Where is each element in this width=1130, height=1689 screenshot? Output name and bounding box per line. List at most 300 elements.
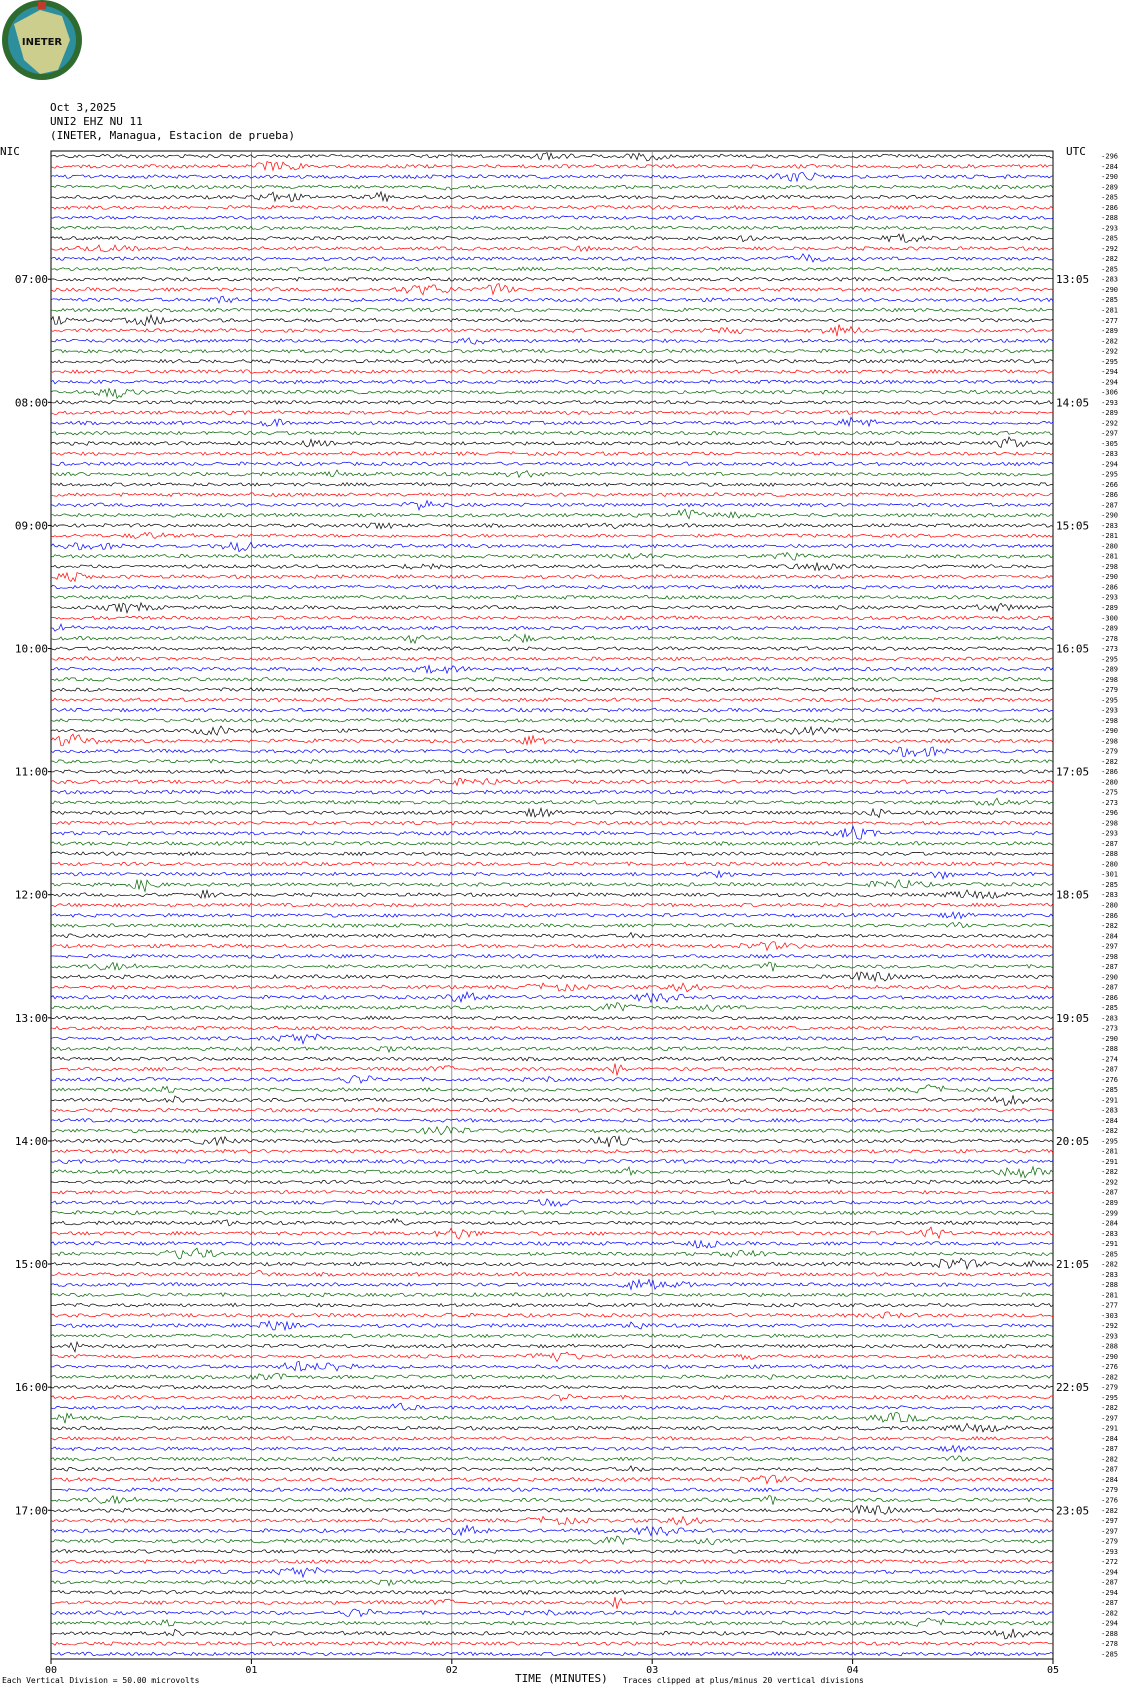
trace-offset-label: -293 xyxy=(1101,829,1118,838)
trace-offset-label: -283 xyxy=(1101,1270,1118,1279)
trace-offset-label: -292 xyxy=(1101,1322,1118,1331)
trace-row xyxy=(51,933,1053,938)
trace-row xyxy=(51,1119,1053,1123)
trace-row xyxy=(51,1525,1053,1535)
trace-offset-label: -285 xyxy=(1101,1650,1118,1659)
right-time-label: 20:05 xyxy=(1056,1134,1090,1148)
trace-row xyxy=(51,1270,1053,1276)
trace-row xyxy=(51,983,1053,992)
trace-offset-label: -292 xyxy=(1101,347,1118,356)
trace-offset-label: -289 xyxy=(1101,665,1118,674)
trace-offset-label: -282 xyxy=(1101,1609,1118,1618)
trace-row xyxy=(51,1475,1053,1484)
trace-offset-label: -283 xyxy=(1101,1229,1118,1238)
trace-row xyxy=(51,747,1053,757)
trace-offset-label: -283 xyxy=(1101,1106,1118,1115)
trace-offset-label: -281 xyxy=(1101,552,1118,561)
left-time-label: 09:00 xyxy=(14,519,48,533)
trace-offset-label: -290 xyxy=(1101,511,1118,520)
trace-row xyxy=(51,1394,1053,1401)
trace-offset-label: -278 xyxy=(1101,1640,1118,1649)
trace-offset-label: -287 xyxy=(1101,1599,1118,1608)
trace-offset-label: -279 xyxy=(1101,686,1118,695)
trace-offset-label: -273 xyxy=(1101,645,1118,654)
trace-row xyxy=(51,808,1053,817)
right-time-label: 13:05 xyxy=(1056,273,1090,287)
trace-row xyxy=(51,1413,1053,1424)
trace-offset-label: -295 xyxy=(1101,357,1118,366)
trace-offset-label: -287 xyxy=(1101,963,1118,972)
trace-row xyxy=(51,871,1053,879)
trace-row xyxy=(51,1108,1053,1112)
trace-offset-label: -297 xyxy=(1101,429,1118,438)
trace-offset-label: -285 xyxy=(1101,296,1118,305)
trace-row xyxy=(51,1085,1053,1093)
trace-offset-label: -282 xyxy=(1101,757,1118,766)
trace-offset-label: -293 xyxy=(1101,706,1118,715)
trace-offset-label: -290 xyxy=(1101,973,1118,982)
trace-offset-label: -293 xyxy=(1101,593,1118,602)
trace-offset-label: -279 xyxy=(1101,1383,1118,1392)
trace-row xyxy=(51,1466,1053,1471)
trace-row xyxy=(51,734,1053,746)
trace-row xyxy=(51,821,1053,825)
trace-offset-label: -266 xyxy=(1101,480,1118,489)
trace-row xyxy=(51,903,1053,907)
trace-offset-label: -296 xyxy=(1101,152,1118,161)
trace-row xyxy=(51,972,1053,981)
trace-offset-label: -292 xyxy=(1101,419,1118,428)
trace-offset-label: -281 xyxy=(1101,1291,1118,1300)
trace-row xyxy=(51,1095,1053,1105)
trace-row xyxy=(51,595,1053,599)
trace-offset-label: -290 xyxy=(1101,1034,1118,1043)
trace-row xyxy=(51,1446,1053,1453)
x-tick-label: 01 xyxy=(245,1665,258,1676)
trace-offset-label: -288 xyxy=(1101,850,1118,859)
trace-offset-label: -288 xyxy=(1101,1629,1118,1638)
x-tick-label: 05 xyxy=(1046,1665,1060,1676)
trace-row xyxy=(51,770,1053,774)
trace-offset-label: -286 xyxy=(1101,911,1118,920)
trace-row xyxy=(51,1618,1053,1626)
trace-offset-label: -285 xyxy=(1101,265,1118,274)
trace-offset-label: -277 xyxy=(1101,1301,1118,1310)
trace-offset-label: -300 xyxy=(1101,614,1118,623)
trace-offset-label: -282 xyxy=(1101,1127,1118,1136)
trace-offset-label: -282 xyxy=(1101,1506,1118,1515)
trace-offset-label: -284 xyxy=(1101,1116,1118,1125)
trace-row xyxy=(51,1609,1053,1617)
trace-offset-label: -272 xyxy=(1101,1558,1118,1567)
trace-row xyxy=(51,1136,1053,1147)
trace-offset-label: -296 xyxy=(1101,809,1118,818)
trace-offset-label: -290 xyxy=(1101,1352,1118,1361)
trace-row xyxy=(51,1580,1053,1586)
trace-row xyxy=(51,1567,1053,1577)
trace-offset-label: -298 xyxy=(1101,675,1118,684)
trace-offset-label: -277 xyxy=(1101,316,1118,325)
trace-row xyxy=(51,1160,1053,1164)
trace-row xyxy=(51,1642,1053,1646)
trace-row xyxy=(51,267,1053,271)
trace-row xyxy=(51,912,1053,919)
trace-offset-label: -294 xyxy=(1101,1619,1118,1628)
right-time-label: 21:05 xyxy=(1056,1258,1090,1272)
trace-row xyxy=(51,338,1053,344)
trace-row xyxy=(51,388,1053,398)
right-zone-label: UTC xyxy=(1066,145,1086,158)
trace-row xyxy=(51,603,1053,613)
trace-row xyxy=(51,1456,1053,1462)
trace-offset-label: -285 xyxy=(1101,880,1118,889)
trace-row xyxy=(51,657,1053,661)
trace-offset-label: -294 xyxy=(1101,460,1118,469)
trace-row xyxy=(51,862,1053,866)
trace-row xyxy=(51,1016,1053,1020)
trace-row xyxy=(51,254,1053,262)
trace-offset-label: -276 xyxy=(1101,1363,1118,1372)
clip-note: Traces clipped at plus/minus 20 vertical divisions xyxy=(623,1676,864,1685)
trace-offset-label: -287 xyxy=(1101,1465,1118,1474)
trace-offset-label: -285 xyxy=(1101,234,1118,243)
trace-offset-label: -275 xyxy=(1101,788,1118,797)
left-time-label: 15:00 xyxy=(14,1258,48,1272)
left-time-label: 12:00 xyxy=(14,888,48,902)
left-time-label: 16:00 xyxy=(14,1381,48,1395)
trace-row xyxy=(51,192,1053,202)
trace-offset-label: -298 xyxy=(1101,562,1118,571)
trace-row xyxy=(51,1516,1053,1525)
trace-offset-label: -289 xyxy=(1101,624,1118,633)
trace-row xyxy=(51,437,1053,447)
header-station: UNI2 EHZ NU 11 xyxy=(50,115,143,128)
trace-row xyxy=(51,553,1053,561)
trace-offset-label: -283 xyxy=(1101,521,1118,530)
trace-row xyxy=(51,942,1053,951)
trace-row xyxy=(51,726,1053,735)
trace-offset-label: -282 xyxy=(1101,1404,1118,1413)
trace-offset-label: -292 xyxy=(1101,244,1118,253)
trace-row xyxy=(51,624,1053,631)
trace-offset-label: -290 xyxy=(1101,173,1118,182)
trace-offset-label: -286 xyxy=(1101,491,1118,500)
trace-row xyxy=(51,1423,1053,1432)
trace-row xyxy=(51,1227,1053,1239)
trace-offset-label: -297 xyxy=(1101,1414,1118,1423)
trace-offset-label: -284 xyxy=(1101,1434,1118,1443)
trace-row xyxy=(51,216,1053,220)
right-time-label: 18:05 xyxy=(1056,888,1090,902)
left-time-label: 11:00 xyxy=(14,765,48,779)
x-axis-title: TIME (MINUTES) xyxy=(515,1672,608,1685)
trace-offset-label: -274 xyxy=(1101,1055,1118,1064)
trace-offset-label: -288 xyxy=(1101,1281,1118,1290)
trace-row xyxy=(51,1560,1053,1564)
trace-offset-label: -293 xyxy=(1101,1547,1118,1556)
trace-offset-label: -292 xyxy=(1101,1178,1118,1187)
logo-text: INETER xyxy=(21,37,63,48)
x-tick-label: 00 xyxy=(44,1665,58,1676)
trace-row xyxy=(51,1321,1053,1330)
trace-row xyxy=(51,1076,1053,1084)
trace-row xyxy=(51,1652,1053,1656)
trace-offset-label: -297 xyxy=(1101,1517,1118,1526)
trace-offset-label: -281 xyxy=(1101,532,1118,541)
left-time-label: 14:00 xyxy=(14,1134,48,1148)
trace-row xyxy=(51,1496,1053,1505)
trace-row xyxy=(51,401,1053,405)
trace-row xyxy=(51,852,1053,856)
trace-offset-label: -297 xyxy=(1101,1527,1118,1536)
trace-offset-label: -287 xyxy=(1101,1065,1118,1074)
trace-row xyxy=(51,1003,1053,1012)
trace-offset-label: -286 xyxy=(1101,768,1118,777)
trace-offset-label: -295 xyxy=(1101,1393,1118,1402)
trace-offset-label: -298 xyxy=(1101,952,1118,961)
trace-offset-label: -280 xyxy=(1101,901,1118,910)
trace-offset-label: -285 xyxy=(1101,193,1118,202)
trace-row xyxy=(51,1403,1053,1410)
left-time-label: 13:00 xyxy=(14,1011,48,1025)
trace-row xyxy=(51,411,1053,415)
trace-row xyxy=(51,533,1053,539)
trace-offset-label: -282 xyxy=(1101,337,1118,346)
trace-row xyxy=(51,719,1053,723)
trace-offset-label: -286 xyxy=(1101,993,1118,1002)
x-tick-label: 03 xyxy=(646,1665,659,1676)
trace-row xyxy=(51,359,1053,363)
right-time-label: 17:05 xyxy=(1056,765,1090,779)
trace-row xyxy=(51,1219,1053,1226)
trace-offset-label: -293 xyxy=(1101,398,1118,407)
trace-offset-label: -295 xyxy=(1101,696,1118,705)
trace-row xyxy=(51,666,1053,674)
trace-offset-label: -278 xyxy=(1101,634,1118,643)
trace-row xyxy=(51,962,1053,971)
trace-row xyxy=(51,523,1053,529)
trace-row xyxy=(51,1352,1053,1361)
trace-row xyxy=(51,1047,1053,1053)
trace-offset-label: -291 xyxy=(1101,1157,1118,1166)
trace-row xyxy=(51,1064,1053,1076)
trace-offset-label: -287 xyxy=(1101,501,1118,510)
trace-offset-label: -287 xyxy=(1101,983,1118,992)
trace-row xyxy=(51,1312,1053,1319)
trace-row xyxy=(51,296,1053,303)
header-date: Oct 3,2025 xyxy=(50,101,117,114)
right-time-label: 15:05 xyxy=(1056,519,1090,533)
trace-offset-label: -280 xyxy=(1101,542,1118,551)
trace-offset-label: -280 xyxy=(1101,778,1118,787)
x-tick-label: 02 xyxy=(445,1665,458,1676)
trace-row xyxy=(51,992,1053,1002)
trace-offset-label: -282 xyxy=(1101,922,1118,931)
trace-offset-label: -290 xyxy=(1101,573,1118,582)
trace-offset-label: -289 xyxy=(1101,327,1118,336)
trace-row xyxy=(51,1057,1053,1061)
trace-offset-label: -301 xyxy=(1101,870,1118,879)
trace-offset-label: -294 xyxy=(1101,1568,1118,1577)
trace-offset-label: -287 xyxy=(1101,1445,1118,1454)
trace-row xyxy=(51,1506,1053,1515)
trace-row xyxy=(51,1241,1053,1248)
trace-offset-label: -295 xyxy=(1101,655,1118,664)
trace-offset-label: -289 xyxy=(1101,1198,1118,1207)
trace-row xyxy=(51,1248,1053,1259)
trace-offset-label: -289 xyxy=(1101,604,1118,613)
trace-row xyxy=(51,277,1053,281)
trace-offset-label: -297 xyxy=(1101,942,1118,951)
trace-offset-label: -286 xyxy=(1101,203,1118,212)
trace-row xyxy=(51,315,1053,326)
trace-row xyxy=(51,1167,1053,1178)
trace-offset-label: -282 xyxy=(1101,1260,1118,1269)
trace-row xyxy=(51,1179,1053,1184)
trace-row xyxy=(51,1199,1053,1207)
trace-offset-label: -282 xyxy=(1101,1168,1118,1177)
trace-row xyxy=(51,1293,1053,1297)
trace-row xyxy=(51,826,1053,839)
trace-row xyxy=(51,842,1053,846)
trace-offset-label: -306 xyxy=(1101,388,1118,397)
trace-row xyxy=(51,370,1053,374)
trace-row xyxy=(51,185,1053,190)
trace-offset-label: -279 xyxy=(1101,1486,1118,1495)
trace-offset-label: -299 xyxy=(1101,1209,1118,1218)
trace-offset-label: -273 xyxy=(1101,798,1118,807)
trace-row xyxy=(51,1597,1053,1609)
trace-offset-label: -289 xyxy=(1101,183,1118,192)
trace-offset-label: -281 xyxy=(1101,1147,1118,1156)
trace-row xyxy=(51,162,1053,171)
left-time-label: 17:00 xyxy=(14,1504,48,1518)
trace-offset-label: -298 xyxy=(1101,819,1118,828)
left-time-label: 07:00 xyxy=(14,273,48,287)
trace-row xyxy=(51,1303,1053,1307)
trace-row xyxy=(51,759,1053,763)
trace-row xyxy=(51,1361,1053,1371)
trace-offset-label: -291 xyxy=(1101,1424,1118,1433)
scale-note: Each Vertical Division = 50.00 microvolts xyxy=(2,1676,200,1685)
trace-offset-label: -287 xyxy=(1101,1188,1118,1197)
trace-offset-label: -283 xyxy=(1101,1014,1118,1023)
trace-row xyxy=(51,325,1053,337)
trace-offset-label: -294 xyxy=(1101,1588,1118,1597)
right-time-label: 16:05 xyxy=(1056,642,1090,656)
trace-offset-label: -293 xyxy=(1101,1332,1118,1341)
trace-row xyxy=(51,1590,1053,1594)
trace-row xyxy=(51,1342,1053,1352)
trace-row xyxy=(51,452,1053,456)
trace-offset-label: -279 xyxy=(1101,1537,1118,1546)
trace-offset-label: -281 xyxy=(1101,306,1118,315)
trace-row xyxy=(51,483,1053,487)
trace-offset-label: -276 xyxy=(1101,1496,1118,1505)
trace-offset-label: -290 xyxy=(1101,285,1118,294)
trace-row xyxy=(51,616,1053,620)
trace-row xyxy=(51,954,1053,958)
trace-offset-label: -283 xyxy=(1101,891,1118,900)
trace-offset-label: -285 xyxy=(1101,1250,1118,1259)
trace-row xyxy=(51,1488,1053,1492)
header-location: (INETER, Managua, Estacion de prueba) xyxy=(50,129,296,142)
trace-offset-label: -284 xyxy=(1101,1219,1118,1228)
trace-offset-label: -276 xyxy=(1101,1075,1118,1084)
left-zone-label: NIC xyxy=(0,145,20,158)
trace-offset-label: -303 xyxy=(1101,1311,1118,1320)
trace-row xyxy=(51,284,1053,295)
trace-row xyxy=(51,1034,1053,1044)
trace-row xyxy=(51,226,1053,230)
trace-row xyxy=(51,798,1053,805)
trace-row xyxy=(51,1385,1053,1389)
trace-offset-label: -284 xyxy=(1101,1475,1118,1484)
trace-row xyxy=(51,1549,1053,1553)
right-time-label: 19:05 xyxy=(1056,1011,1090,1025)
trace-offset-label: -298 xyxy=(1101,716,1118,725)
trace-row xyxy=(51,462,1053,466)
trace-row xyxy=(51,1373,1053,1379)
trace-row xyxy=(51,501,1053,510)
trace-row xyxy=(51,1190,1053,1194)
trace-offset-label: -305 xyxy=(1101,439,1118,448)
trace-offset-label: -288 xyxy=(1101,214,1118,223)
trace-offset-label: -273 xyxy=(1101,1024,1118,1033)
trace-row xyxy=(51,647,1053,651)
left-time-label: 10:00 xyxy=(14,642,48,656)
trace-row xyxy=(51,573,1053,582)
trace-row xyxy=(51,1211,1053,1215)
trace-row xyxy=(51,417,1053,426)
trace-offset-label: -287 xyxy=(1101,839,1118,848)
trace-offset-label: -289 xyxy=(1101,409,1118,418)
trace-row xyxy=(51,1026,1053,1030)
trace-row xyxy=(51,1437,1053,1441)
trace-offset-label: -286 xyxy=(1101,583,1118,592)
trace-offset-label: -283 xyxy=(1101,450,1118,459)
trace-offset-label: -282 xyxy=(1101,255,1118,264)
trace-row xyxy=(51,542,1053,551)
trace-offset-label: -282 xyxy=(1101,1373,1118,1382)
trace-row xyxy=(51,634,1053,643)
trace-row xyxy=(51,153,1053,161)
trace-row xyxy=(51,890,1053,899)
trace-row xyxy=(51,493,1053,497)
trace-row xyxy=(51,563,1053,571)
trace-offset-label: -298 xyxy=(1101,737,1118,746)
trace-offset-label: -288 xyxy=(1101,1045,1118,1054)
trace-row xyxy=(51,245,1053,252)
trace-row xyxy=(51,234,1053,242)
trace-row xyxy=(51,708,1053,712)
trace-row xyxy=(51,1334,1053,1338)
trace-offset-label: -293 xyxy=(1101,224,1118,233)
trace-offset-label: -284 xyxy=(1101,932,1118,941)
trace-row xyxy=(51,431,1053,435)
trace-row xyxy=(51,1629,1053,1639)
trace-row xyxy=(51,173,1053,182)
trace-row xyxy=(51,509,1053,519)
trace-offset-label: -280 xyxy=(1101,860,1118,869)
trace-row xyxy=(51,585,1053,589)
trace-offset-label: -290 xyxy=(1101,727,1118,736)
trace-row xyxy=(51,470,1053,477)
trace-offset-label: -283 xyxy=(1101,275,1118,284)
trace-offset-label: -285 xyxy=(1101,1086,1118,1095)
right-time-label: 14:05 xyxy=(1056,396,1090,410)
trace-row xyxy=(51,698,1053,702)
